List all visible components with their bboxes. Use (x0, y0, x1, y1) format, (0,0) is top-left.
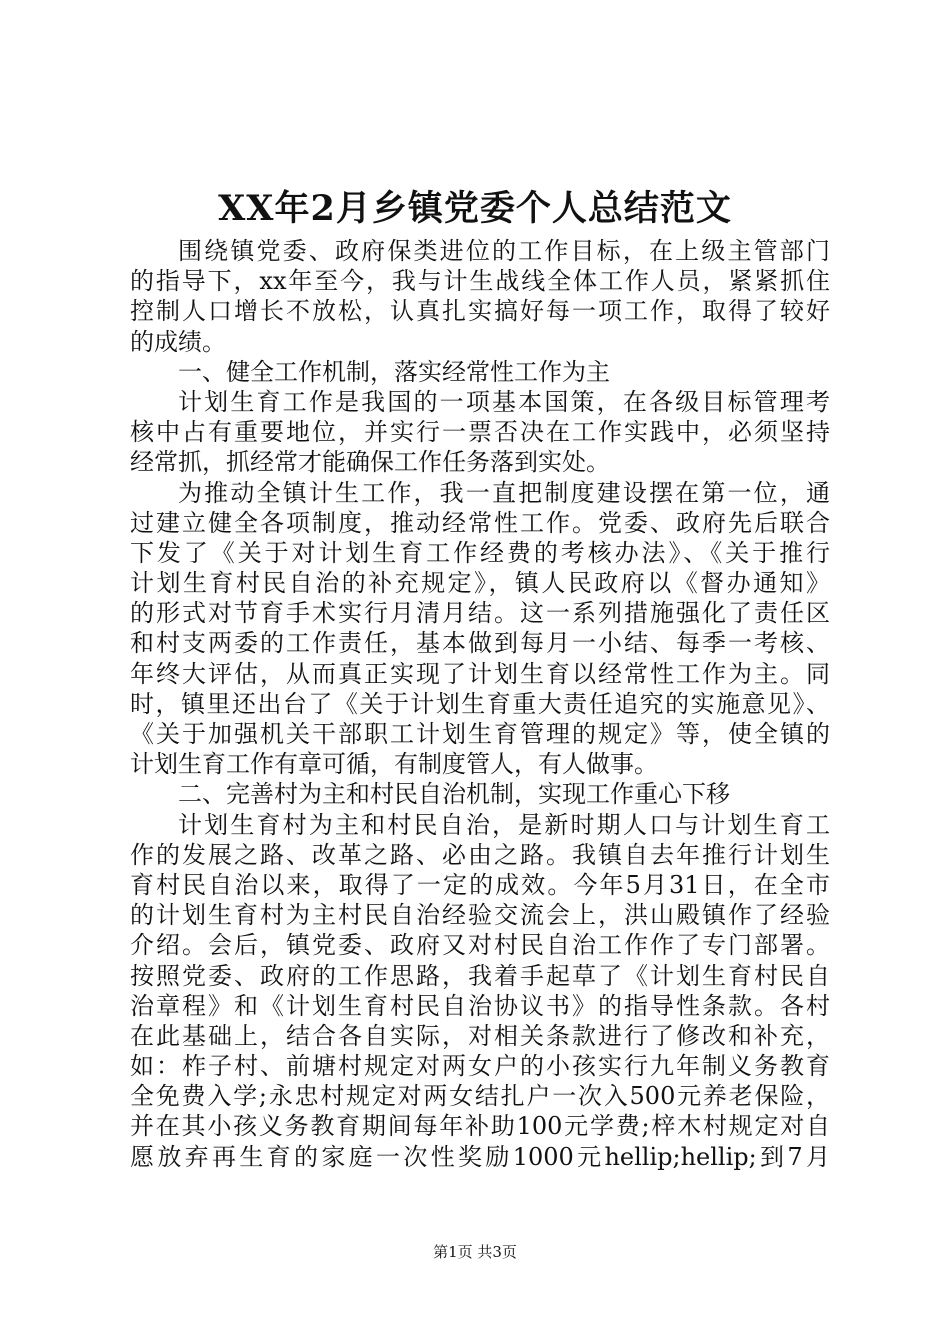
page-number-footer: 第1页 共3页 (433, 1243, 517, 1261)
document-title: XX年2月乡镇党委个人总结范文 (218, 188, 732, 229)
paragraph-line: 全免费入学;永忠村规定对两女结扎户一次入500元养老保险， (130, 1082, 830, 1111)
paragraph-line: 控制人口增长不放松，认真扎实搞好每一项工作，取得了较好 (130, 297, 830, 326)
paragraph-line: 的成绩。 (130, 327, 226, 356)
section-heading: 二、完善村为主和村民自治机制，实现工作重心下移 (178, 780, 730, 809)
paragraph-line: 的计划生育村为主村民自治经验交流会上，洪山殿镇作了经验 (130, 901, 830, 930)
paragraph-line: 下发了《关于对计划生育工作经费的考核办法》、《关于推行 (130, 538, 830, 567)
paragraph-line: 育村民自治以来，取得了一定的成效。今年5月31日，在全市 (130, 870, 830, 899)
paragraph-line: 的形式对节育手术实行月清月结。这一系列措施强化了责任区 (130, 599, 830, 628)
paragraph-line: 时，镇里还出台了《关于计划生育重大责任追究的实施意见》、 (130, 689, 830, 718)
paragraph-line: 《关于加强机关干部职工计划生育管理的规定》等，使全镇的 (130, 720, 830, 748)
paragraph-line: 愿放弃再生育的家庭一次性奖励1000元hellip;hellip;到7月 (130, 1142, 830, 1171)
paragraph-line: 计划生育村为主和村民自治，是新时期人口与计划生育工 (178, 810, 830, 839)
paragraph-line: 年终大评估，从而真正实现了计划生育以经常性工作为主。同 (130, 659, 830, 688)
paragraph-line: 核中占有重要地位，并实行一票否决在工作实践中，必须坚持 (130, 418, 830, 447)
paragraph-line: 并在其小孩义务教育期间每年补助100元学费;梓木村规定对自 (130, 1112, 830, 1141)
paragraph-line: 和村支两委的工作责任，基本做到每月一小结、每季一考核、 (130, 629, 830, 658)
paragraph-line: 计划生育村民自治的补充规定》，镇人民政府以《督办通知》 (130, 569, 830, 598)
paragraph-line: 过建立健全各项制度，推动经常性工作。党委、政府先后联合 (130, 508, 830, 537)
paragraph-line: 介绍。会后，镇党委、政府又对村民自治工作作了专门部署。 (130, 931, 830, 960)
paragraph-line: 计划生育工作有章可循，有制度管人，有人做事。 (130, 750, 658, 779)
document-body (130, 236, 830, 1172)
paragraph-line: 在此基础上，结合各自实际，对相关条款进行了修改和补充， (130, 1021, 830, 1050)
paragraph-line: 如：柞子村、前塘村规定对两女户的小孩实行九年制义务教育 (130, 1052, 830, 1081)
paragraph-line: 作的发展之路、改革之路、必由之路。我镇自去年推行计划生 (130, 840, 830, 869)
paragraph-line: 为推动全镇计生工作，我一直把制度建设摆在第一位，通 (178, 478, 830, 507)
paragraph-line: 经常抓，抓经常才能确保工作任务落到实处。 (130, 448, 610, 477)
paragraph-line: 治章程》和《计划生育村民自治协议书》的指导性条款。各村 (130, 991, 830, 1020)
paragraph-line: 按照党委、政府的工作思路，我着手起草了《计划生育村民自 (130, 961, 830, 990)
paragraph-line: 的指导下，xx年至今，我与计生战线全体工作人员，紧紧抓住 (130, 267, 830, 296)
section-heading: 一、健全工作机制，落实经常性工作为主 (178, 357, 610, 386)
paragraph-line: 计划生育工作是我国的一项基本国策，在各级目标管理考 (178, 387, 830, 416)
paragraph-line: 围绕镇党委、政府保类进位的工作目标，在上级主管部门 (178, 237, 830, 265)
